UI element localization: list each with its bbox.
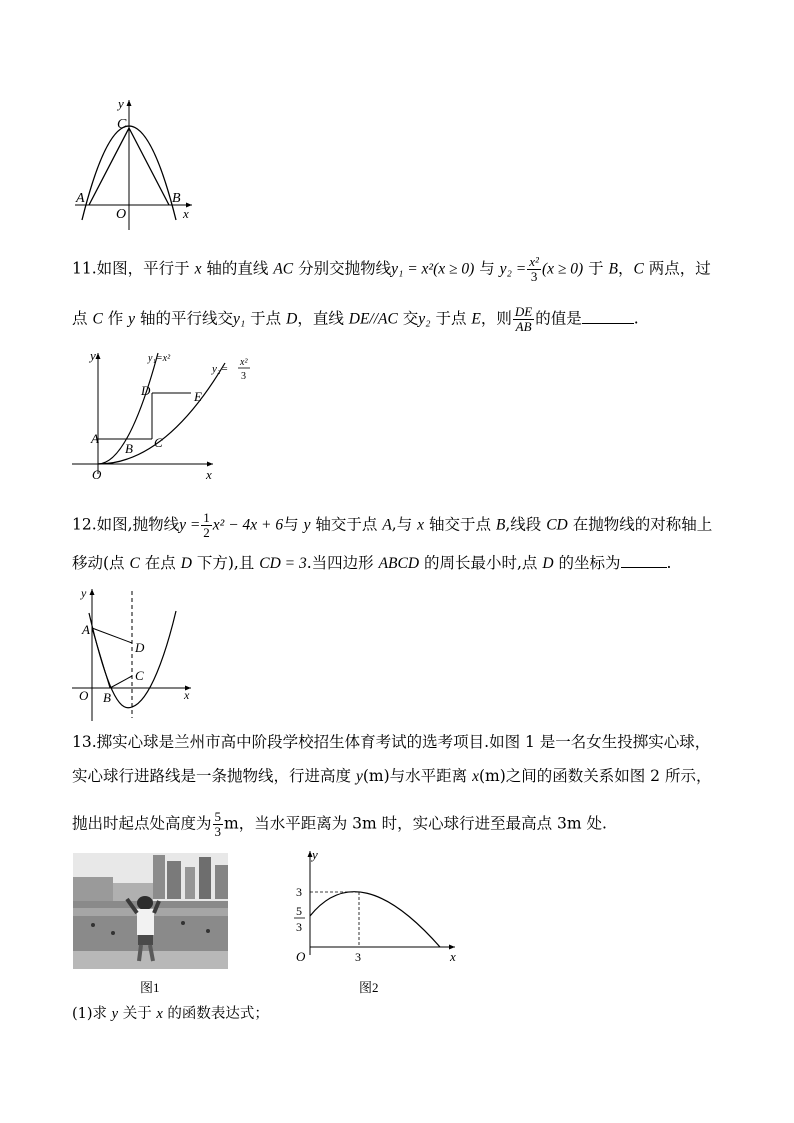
math: y (303, 516, 311, 534)
label-o: O (116, 207, 127, 222)
text: 作 (102, 309, 129, 328)
label-y2: y₂= (212, 363, 229, 375)
text: 与 (474, 259, 500, 278)
label-y: y (312, 847, 318, 862)
text: 两点，过 (643, 259, 711, 278)
math: CD (546, 516, 568, 534)
numerator: DE (514, 304, 533, 319)
math: CD = 3 (259, 555, 307, 572)
text: 与 (283, 515, 304, 534)
label-y: y (118, 96, 124, 111)
label-x: x (183, 206, 189, 221)
tick-five-thirds-num: 5 (296, 904, 302, 918)
answer-blank[interactable] (621, 553, 667, 568)
math: x (194, 260, 202, 278)
figure1-caption: 图1 (140, 980, 160, 995)
text: 点 (72, 309, 93, 328)
text: 的周长最小时,点 (419, 554, 543, 572)
math: x (472, 768, 479, 785)
text: 轴交于点 (310, 515, 383, 534)
figure-parabola-triangle (70, 92, 200, 232)
label-o: O (79, 688, 89, 703)
text: 于 (583, 259, 609, 278)
text: (m) (362, 767, 390, 785)
text: 与水平距离 (389, 767, 473, 785)
figure2-caption: 图2 (359, 980, 379, 995)
denominator: 3 (530, 269, 538, 284)
label-d: D (135, 640, 145, 655)
label-e: E (194, 389, 202, 404)
label-o: O (92, 467, 102, 482)
text: 的坐标为 (553, 554, 621, 572)
label-a: A (91, 431, 99, 446)
numerator: 5 (214, 809, 222, 824)
text: . (666, 554, 672, 572)
text: (m) (478, 767, 506, 785)
numerator: x² (529, 254, 539, 269)
text: .当四边形 (306, 554, 379, 572)
math: x (156, 1006, 163, 1022)
label-y: y (90, 348, 96, 363)
label-o: O (296, 949, 306, 964)
label-d: D (141, 383, 151, 398)
text: ,线段 (505, 515, 547, 534)
math: D (286, 310, 298, 328)
label-c: C (154, 435, 163, 450)
math: y₁ = x²(x ≥ 0) (391, 260, 475, 278)
label-c: C (117, 117, 127, 132)
math: y (355, 768, 363, 785)
text: 轴的直线 (201, 259, 274, 278)
math: E (471, 310, 481, 328)
label-x: x (184, 688, 190, 702)
q13-line2 (72, 766, 711, 787)
math: y (111, 1006, 119, 1022)
text: 轴交于点 (424, 515, 496, 534)
math: A (382, 516, 392, 534)
figure-q12 (70, 583, 200, 725)
text: 关于 (118, 1006, 157, 1022)
label-a: A (76, 191, 85, 206)
math: y (128, 310, 136, 328)
fraction (201, 511, 212, 540)
math: C (129, 555, 140, 572)
q13-sub1 (72, 1004, 269, 1024)
text: 抛出时起点处高度为 (72, 814, 212, 833)
math: x (417, 516, 425, 534)
text: ，则 (480, 309, 512, 328)
denominator: 3 (214, 824, 222, 839)
fraction (213, 810, 224, 839)
denominator: 2 (203, 525, 210, 540)
numerator: 1 (203, 510, 210, 525)
text: 轴的平行线交 (135, 309, 233, 328)
text: 的函数表达式； (162, 1006, 269, 1022)
text: 之间的函数关系如图 2 所示， (505, 767, 712, 785)
math: AC (273, 260, 294, 278)
text: 交 (397, 309, 419, 328)
label-x: x (206, 467, 212, 482)
text: 在点 (139, 554, 181, 572)
text: 实心球行进路线是一条抛物线，行进高度 (72, 767, 356, 785)
q11-line1 (72, 255, 711, 284)
q11-line2 (72, 305, 639, 334)
math: C (92, 310, 103, 328)
figure2-graph (285, 845, 465, 970)
tick-3-x: 3 (355, 950, 361, 964)
math: (x ≥ 0) (541, 260, 584, 278)
shot-put-photo (73, 853, 228, 969)
label-b: B (172, 191, 181, 206)
text: ，直线 (297, 309, 349, 328)
label-b: B (103, 690, 111, 705)
math: x² − 4x + 6 (212, 516, 284, 534)
math: y₂ = (499, 260, 527, 278)
text: ， (617, 259, 634, 278)
math: D (180, 555, 192, 572)
text: . (633, 309, 639, 328)
text: 12.如图,抛物线 (72, 515, 180, 534)
label-a: A (82, 622, 90, 637)
label-y: y (81, 586, 87, 600)
label-c: C (135, 668, 144, 683)
fraction (513, 305, 534, 334)
text: 移动(点 (72, 554, 130, 572)
label-b: B (125, 441, 133, 456)
math: B (608, 260, 618, 278)
text: 在抛物线的对称轴上 (567, 515, 713, 534)
text: 的值是 (535, 309, 582, 328)
fraction (527, 255, 541, 284)
math: ABCD (378, 555, 420, 572)
math: y = (179, 516, 201, 534)
label-y1: y₁=x² (148, 353, 171, 364)
label-y2-den: 3 (241, 371, 246, 382)
label-y2-num: x² (240, 357, 248, 368)
text: 于点 (430, 309, 472, 328)
tick-3-y: 3 (296, 885, 302, 899)
math: D (542, 555, 554, 572)
label-x: x (450, 949, 456, 964)
denominator: AB (515, 319, 532, 334)
text: 11.如图，平行于 (72, 259, 195, 278)
answer-blank[interactable] (582, 309, 634, 324)
math: C (633, 260, 644, 278)
figure-q11 (70, 343, 260, 483)
q12-line1 (72, 511, 712, 540)
math: B (495, 516, 506, 534)
text: 分别交抛物线 (293, 259, 392, 278)
math: y₂ (418, 310, 431, 328)
text: (1)求 (72, 1006, 112, 1022)
text: m，当水平距离为 3m 时，实心球行进至最高点 3m 处. (224, 814, 607, 833)
q13-line3 (72, 810, 607, 839)
text: ,与 (391, 515, 418, 534)
math: y₁ (232, 310, 246, 328)
text: 下方),且 (191, 554, 260, 572)
math: DE//AC (348, 310, 398, 328)
text: 于点 (245, 309, 287, 328)
q13-line1: 13.掷实心球是兰州市高中阶段学校招生体育考试的选考项目.如图 1 是一名女生投掷实心球， (72, 733, 711, 751)
q12-line2 (72, 553, 671, 574)
tick-five-thirds-den: 3 (296, 920, 302, 934)
